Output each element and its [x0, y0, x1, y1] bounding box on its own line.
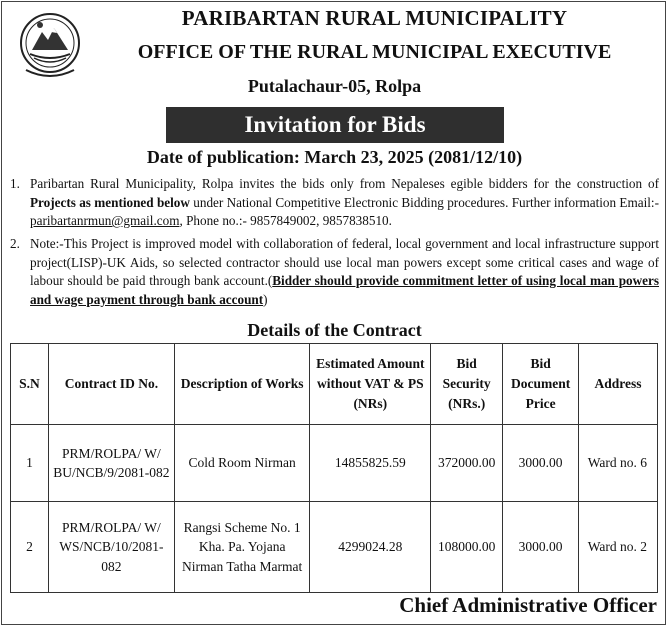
table-header-row — [11, 344, 658, 425]
column-header-doc-price: Bid Document Price — [503, 344, 579, 425]
paragraph-text: Paribartan Rural Municipality, Rolpa invites the bids only from Nepaleses egible bidders for the construction of — [30, 176, 659, 191]
municipality-emblem-icon — [18, 10, 82, 80]
table-row — [11, 425, 658, 502]
paragraph-text: , Phone no.:- 9857849002, 9857838510. — [179, 213, 392, 228]
cell-doc-price: 3000.00 — [503, 425, 579, 502]
column-header-address: Address — [579, 344, 658, 425]
paragraph-2 — [10, 235, 659, 309]
office-name: OFFICE OF THE RURAL MUNICIPAL EXECUTIVE — [137, 41, 612, 63]
cell-contract-id: PRM/ROLPA/ W/ WS/NCB/10/2081-082 — [48, 502, 174, 593]
paragraph-number: 1. — [10, 176, 20, 191]
projects-emphasis: Projects as mentioned below — [30, 194, 190, 210]
paragraph-number: 2. — [10, 236, 20, 251]
cell-description: Rangsi Scheme No. 1 Kha. Pa. Yojana Nirman Tatha Marmat — [174, 502, 310, 593]
paragraph-1 — [10, 175, 659, 231]
column-header-security: Bid Security (NRs.) — [431, 344, 503, 425]
signatory-title: Chief Administrative Officer — [399, 593, 657, 617]
paragraph-text: Note:-This Project is improved model with collaboration of federal, local government and local infrastructure support project(LISP)-UK Aids, so selected contractor should use local man powers except some critical cases and wage of labour should be paid through bank account.( — [30, 236, 659, 288]
municipality-name: PARIBARTAN RURAL MUNICIPALITY — [181, 6, 568, 30]
cell-address: Ward no. 6 — [579, 425, 658, 502]
column-header-sn: S.N — [11, 344, 49, 425]
paragraph-text: under National Competitive Electronic Bidding procedures. Further information Email:- — [189, 194, 659, 210]
cell-amount: 4299024.28 — [310, 502, 431, 593]
cell-sn: 1 — [11, 425, 49, 502]
paragraph-body — [10, 175, 659, 231]
cell-description: Cold Room Nirman — [174, 425, 310, 502]
column-header-description: Description of Works — [174, 344, 310, 425]
email-link[interactable]: paribartanrmun@gmail.com — [30, 213, 180, 228]
column-header-contract-id: Contract ID No. — [48, 344, 174, 425]
paragraph-body — [10, 235, 659, 309]
table-row — [11, 502, 658, 593]
cell-amount: 14855825.59 — [310, 425, 431, 502]
cell-doc-price: 3000.00 — [503, 502, 579, 593]
column-header-amount: Estimated Amount without VAT & PS (NRs) — [310, 344, 431, 425]
cell-address: Ward no. 2 — [579, 502, 658, 593]
cell-sn: 2 — [11, 502, 49, 593]
notice-title-banner: Invitation for Bids — [166, 107, 504, 143]
cell-security: 372000.00 — [431, 425, 503, 502]
publication-date: Date of publication: March 23, 2025 (2081/12/10) — [146, 147, 523, 167]
contract-table — [10, 343, 658, 593]
cell-contract-id: PRM/ROLPA/ W/ BU/NCB/9/2081-082 — [48, 425, 174, 502]
commitment-note: Bidder should provide commitment letter of using local man powers and wage payment through bank account — [30, 273, 659, 307]
paragraph-text: ) — [263, 291, 268, 307]
cell-security: 108000.00 — [431, 502, 503, 593]
office-address: Putalachaur-05, Rolpa — [247, 76, 422, 96]
details-title: Details of the Contract — [247, 320, 422, 340]
